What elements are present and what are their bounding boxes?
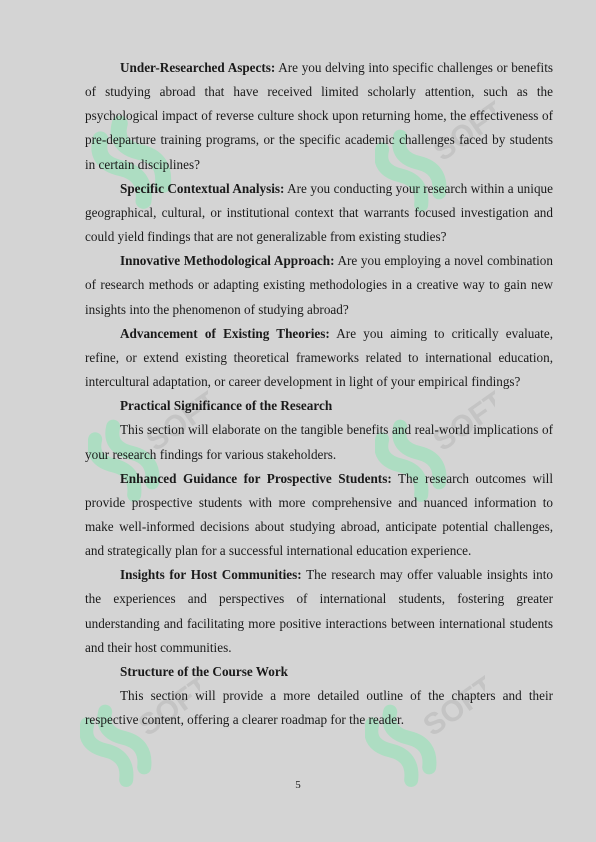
paragraph-under-researched bbox=[85, 56, 553, 177]
paragraph-body: The research outcomes will provide prospective students with more comprehensive and nuanced information to make well-informed decisions about studying abroad, anticipate potential challenges, and strategically plan for a successful international education experience. bbox=[85, 470, 553, 559]
page-number: 5 bbox=[295, 779, 301, 791]
section-heading-practical: Practical Significance of the Research bbox=[120, 398, 333, 414]
watermark-text: SOFT bbox=[427, 385, 495, 458]
paragraph-lead: Specific Contextual Analysis: bbox=[120, 180, 285, 196]
paragraph-body: The research may offer valuable insights into the experiences and perspectives of international students, fostering greater understanding and facilitating more positive interactions between international students and their host communities. bbox=[85, 567, 554, 655]
paragraph-body: Are you delving into specific challenges or benefits of studying abroad that have received limited scholarly attention, such as the psychological impact of reverse culture shock upon returning home, the effectiveness of pre-departure training programs, or the specific academic challenges faced by students in certain disciplines? bbox=[85, 60, 553, 172]
paragraph-body: Are you aiming to critically evaluate, refine, or extend existing theoretical frameworks related to international education, intercultural adaptation, or career development in light of your empirical findings? bbox=[85, 325, 553, 390]
watermark-text: SOFT bbox=[427, 95, 495, 168]
paragraph-guidance bbox=[85, 467, 553, 564]
watermark-text: SOFT bbox=[417, 670, 485, 743]
paragraph-lead: Under-Researched Aspects: bbox=[120, 60, 276, 75]
paragraph-methodological bbox=[85, 249, 553, 321]
paragraph-lead: Insights for Host Communities: bbox=[120, 567, 302, 583]
paragraph-lead: Innovative Methodological Approach: bbox=[120, 253, 335, 269]
paragraph-lead: Enhanced Guidance for Prospective Students: bbox=[120, 470, 392, 486]
watermark-text: SOFT bbox=[140, 385, 208, 458]
paragraph-theories bbox=[85, 322, 553, 394]
paragraph-structure-intro: This section will provide a more detailed outline of the chapters and their respective content, offering a clearer roadmap for the reader. bbox=[85, 688, 553, 728]
paragraph-body: Are you conducting your research within a unique geographical, cultural, or institutional context that warrants focused investigation and could yield findings that are not generalizable from existing studies? bbox=[85, 180, 553, 245]
page-content bbox=[85, 56, 553, 732]
section-heading-structure: Structure of the Course Work bbox=[120, 663, 289, 679]
paragraph-host-communities bbox=[85, 563, 553, 660]
paragraph-practical-intro: This section will elaborate on the tangible benefits and real-world implications of your research findings for various stakeholders. bbox=[85, 422, 553, 462]
paragraph-contextual-analysis bbox=[85, 177, 553, 249]
watermark-text: SOFT bbox=[132, 670, 200, 743]
paragraph-body: Are you employing a novel combination of research methods or adapting existing methodologies in a creative way to gain new insights into the phenomenon of studying abroad? bbox=[85, 253, 553, 317]
paragraph-lead: Advancement of Existing Theories: bbox=[120, 325, 330, 341]
